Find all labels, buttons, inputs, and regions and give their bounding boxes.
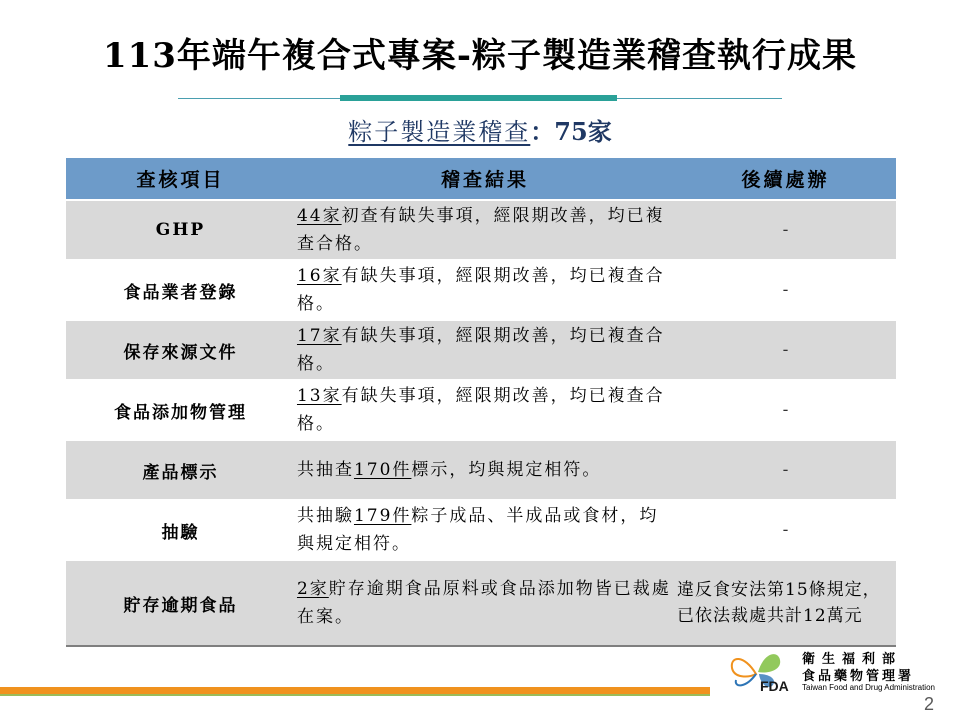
logo-org-line1: 衛生福利部 bbox=[802, 652, 903, 667]
logo-org-english: Taiwan Food and Drug Administration bbox=[802, 683, 935, 692]
row-result bbox=[295, 380, 675, 440]
inspection-results-table bbox=[66, 158, 896, 647]
row-result bbox=[295, 440, 675, 500]
row-result-text: 粽子成品、半成品或食材，均與規定相符。 bbox=[296, 506, 659, 554]
title-divider-accent bbox=[340, 95, 617, 101]
row-result-text: 有缺失事項，經限期改善，均已複查合格。 bbox=[296, 386, 665, 434]
row-count: 44家 bbox=[296, 206, 342, 226]
subtitle-count: ：75家 bbox=[530, 117, 612, 146]
header-follow-up: 後續處辦 bbox=[675, 158, 896, 200]
footer-accent-bar bbox=[0, 687, 710, 694]
table-row bbox=[66, 440, 896, 500]
row-item: 貯存逾期食品 bbox=[66, 560, 295, 646]
table-row bbox=[66, 260, 896, 320]
row-result-text: 有缺失事項，經限期改善，均已複查合格。 bbox=[296, 326, 665, 374]
row-follow-up: - bbox=[675, 320, 896, 380]
row-count: 2家 bbox=[296, 579, 329, 599]
row-count: 170件 bbox=[353, 460, 412, 480]
fda-text: FDA bbox=[760, 678, 789, 694]
row-item: 產品標示 bbox=[66, 440, 295, 500]
row-follow-up: - bbox=[675, 200, 896, 260]
row-result bbox=[295, 260, 675, 320]
row-follow-up: - bbox=[675, 260, 896, 320]
row-result-text: 標示，均與規定相符。 bbox=[411, 460, 602, 480]
row-result-text: 初查有缺失事項，經限期改善，均已複查合格。 bbox=[296, 206, 665, 254]
page-number: 2 bbox=[924, 694, 935, 714]
row-result bbox=[295, 560, 675, 646]
header-result: 稽查結果 bbox=[295, 158, 675, 200]
row-item: 食品業者登錄 bbox=[66, 260, 295, 320]
row-count: 17家 bbox=[296, 326, 342, 346]
row-result bbox=[295, 200, 675, 260]
row-prefix: 共抽驗 bbox=[296, 506, 354, 526]
row-item: 抽驗 bbox=[66, 500, 295, 560]
table-row bbox=[66, 560, 896, 646]
table-header-row bbox=[66, 158, 896, 200]
row-count: 16家 bbox=[296, 266, 342, 286]
logo-org-line2: 食品藥物管理署 bbox=[802, 669, 915, 684]
table-row bbox=[66, 320, 896, 380]
row-count: 179件 bbox=[353, 506, 412, 526]
slide-subtitle bbox=[0, 112, 960, 147]
subtitle-text: 粽子製造業稽查 bbox=[348, 118, 531, 146]
row-follow-up: - bbox=[675, 380, 896, 440]
row-count: 13家 bbox=[296, 386, 342, 406]
fda-logo bbox=[726, 648, 935, 696]
row-follow-up: - bbox=[675, 440, 896, 500]
row-follow-up: - bbox=[675, 500, 896, 560]
slide-title: 113年端午複合式專案-粽子製造業稽查執行成果 bbox=[102, 36, 858, 76]
table-row bbox=[66, 380, 896, 440]
row-result bbox=[295, 320, 675, 380]
row-item: 保存來源文件 bbox=[66, 320, 295, 380]
row-follow-up: 違反食安法第15條規定，已依法裁處共計12萬元 bbox=[675, 560, 896, 646]
row-item: GHP bbox=[66, 200, 295, 260]
row-result-text: 有缺失事項，經限期改善，均已複查合格。 bbox=[296, 266, 665, 314]
row-item: 食品添加物管理 bbox=[66, 380, 295, 440]
row-result-text: 貯存逾期食品原料或食品添加物皆已裁處在案。 bbox=[296, 579, 671, 627]
row-result bbox=[295, 500, 675, 560]
row-prefix: 共抽查 bbox=[296, 460, 354, 480]
footer-accent-line bbox=[0, 694, 710, 696]
table-row bbox=[66, 500, 896, 560]
table-row bbox=[66, 200, 896, 260]
header-item: 查核項目 bbox=[66, 158, 295, 200]
